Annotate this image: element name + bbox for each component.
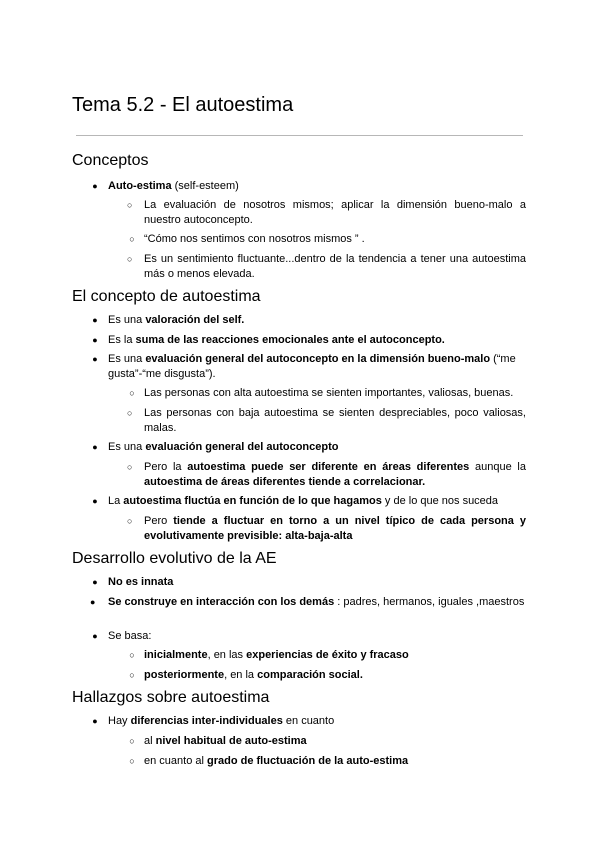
section-heading-concepto: El concepto de autoestima xyxy=(72,288,261,305)
list-item xyxy=(127,252,526,281)
circle-marker: ○ xyxy=(127,462,133,472)
item-text-bold: grado de fluctuación de la auto-estima xyxy=(207,755,409,767)
list-item xyxy=(92,440,526,455)
circle-marker: ○ xyxy=(129,736,135,746)
item-text: (“me gusta”-“me disgusta”). xyxy=(108,353,516,380)
item-text: “Cómo nos sentimos con nosotros mismos ” . xyxy=(144,233,365,245)
list-item xyxy=(90,595,526,610)
circle-marker: ○ xyxy=(127,200,133,210)
item-text: : padres, hermanos, iguales ,maestros xyxy=(334,596,525,608)
circle-marker: ○ xyxy=(129,756,135,766)
section-heading-hallazgos: Hallazgos sobre autoestima xyxy=(72,689,270,706)
list-item xyxy=(92,494,526,509)
list-item xyxy=(129,232,526,247)
item-text-bold: nivel habitual de auto-estima xyxy=(155,735,307,747)
item-text-bold: evaluación general del autoconcepto xyxy=(145,441,339,453)
list-item xyxy=(92,333,526,348)
item-text: La evaluación de nosotros mismos; aplicar la dimensión bueno-malo a nuestro autoconcepto. xyxy=(144,199,526,226)
item-text-bold: valoración del self. xyxy=(145,314,245,326)
item-text: Hay xyxy=(108,715,131,727)
item-text: Es una xyxy=(108,314,146,326)
list-item xyxy=(127,198,526,227)
item-text: Las personas con baja autoestima se sienten despreciables, poco valiosas, malas. xyxy=(144,407,526,434)
bullet-marker: ● xyxy=(92,315,98,325)
item-text: en cuanto al xyxy=(144,755,207,767)
item-text-bold: diferencias inter-individuales xyxy=(130,715,283,727)
page-title: Tema 5.2 - El autoestima xyxy=(72,94,294,116)
list-item xyxy=(127,460,526,489)
list-item xyxy=(92,352,526,381)
bullet-marker: ● xyxy=(92,716,98,726)
item-text-bold: tiende a fluctuar en torno a un nivel típico de cada persona y evolutivamente previsible: alta-baja-alta xyxy=(144,515,527,542)
item-text: (self-esteem) xyxy=(171,180,239,192)
item-text-bold: autoestima de áreas diferentes tiende a correlacionar. xyxy=(144,475,426,488)
circle-marker: ○ xyxy=(129,234,135,244)
item-text-bold: experiencias de éxito y fracaso xyxy=(246,649,409,661)
item-text: Es una xyxy=(108,441,146,453)
list-item xyxy=(92,629,526,644)
bullet-marker: ● xyxy=(92,496,98,506)
item-text-bold: suma de las reacciones emocionales ante el autoconcepto. xyxy=(135,334,445,346)
bullet-marker: ● xyxy=(92,442,98,452)
list-item xyxy=(92,575,526,590)
item-text: La xyxy=(108,495,124,507)
item-text: al xyxy=(144,735,156,747)
item-text: Las personas con alta autoestima se sienten importantes, valiosas, buenas. xyxy=(144,387,514,399)
item-text-bold: comparación social. xyxy=(257,669,363,681)
item-text-bold: Auto-estima xyxy=(108,180,172,192)
list-item xyxy=(92,179,526,194)
bullet-marker: ● xyxy=(92,354,98,364)
item-text: Es una xyxy=(108,353,146,365)
list-item xyxy=(129,668,526,683)
list-item xyxy=(127,514,527,543)
list-item xyxy=(129,754,526,769)
item-text: Se basa: xyxy=(108,630,152,642)
title-divider xyxy=(76,135,523,136)
circle-marker: ○ xyxy=(127,254,133,264)
item-text: aunque la xyxy=(469,461,526,473)
item-text: , en las xyxy=(207,649,247,661)
circle-marker: ○ xyxy=(127,408,133,418)
item-text: y de lo que nos suceda xyxy=(381,495,499,507)
item-text-bold: No es innata xyxy=(108,576,174,588)
item-text-bold: autoestima puede ser diferente en áreas diferentes xyxy=(187,461,470,473)
item-text: Es la xyxy=(108,334,136,346)
item-text-bold: autoestima fluctúa en función de lo que hagamos xyxy=(123,495,382,507)
list-item xyxy=(92,313,526,328)
list-item xyxy=(127,406,526,435)
circle-marker: ○ xyxy=(127,516,133,526)
list-item xyxy=(129,734,526,749)
bullet-marker: ● xyxy=(90,597,96,607)
item-text: , en la xyxy=(224,669,258,681)
item-text: Pero la xyxy=(144,461,188,473)
circle-marker: ○ xyxy=(129,670,135,680)
bullet-marker: ● xyxy=(92,335,98,345)
bullet-marker: ● xyxy=(92,631,98,641)
item-text-bold: Se construye en interacción con los demás xyxy=(108,596,335,608)
list-item xyxy=(129,648,526,663)
bullet-marker: ● xyxy=(92,577,98,587)
bullet-marker: ● xyxy=(92,181,98,191)
item-text-bold: inicialmente xyxy=(144,649,208,661)
item-text-bold: posteriormente xyxy=(144,669,225,681)
item-text: Es un sentimiento fluctuante...dentro de la tendencia a tener una autoestima más o menos elevada. xyxy=(144,253,526,280)
circle-marker: ○ xyxy=(129,388,135,398)
section-heading-conceptos: Conceptos xyxy=(72,152,149,169)
list-item xyxy=(129,386,526,401)
list-item xyxy=(92,714,526,729)
section-heading-desarrollo: Desarrollo evolutivo de la AE xyxy=(72,550,277,567)
item-text-bold: evaluación general del autoconcepto en la dimensión bueno-malo xyxy=(145,353,491,365)
item-text: Pero xyxy=(144,515,174,527)
item-text: en cuanto xyxy=(282,715,335,727)
circle-marker: ○ xyxy=(129,650,135,660)
